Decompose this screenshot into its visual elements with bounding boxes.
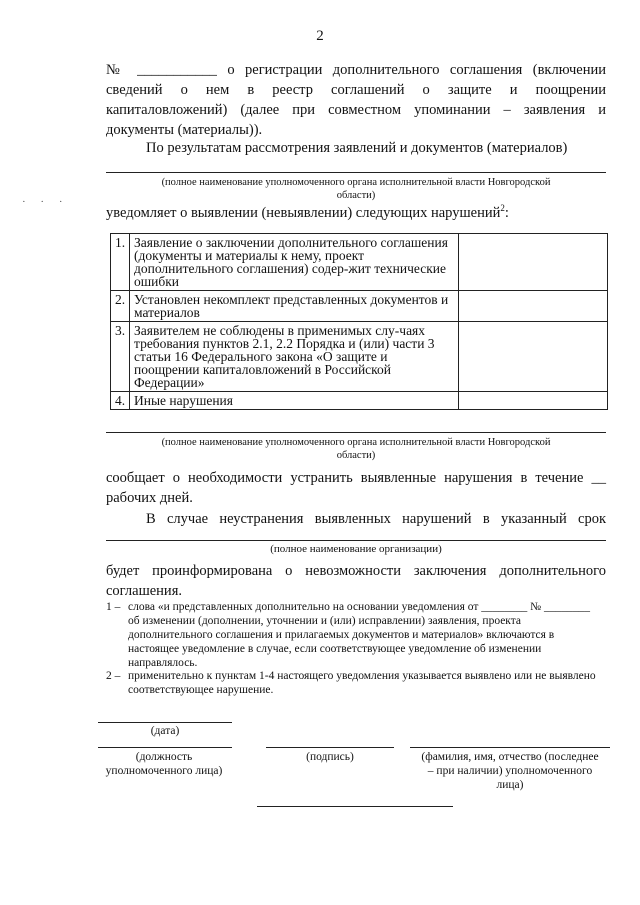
violation-status-cell (459, 234, 608, 291)
results-line: По результатам рассмотрения заявлений и документов (материалов) (146, 140, 568, 156)
informs-line-1: сообщает о необходимости устранить выявленные нарушения в течение __ (106, 470, 606, 486)
intro-line-4: документы (материалы)). (106, 122, 263, 138)
organization-caption: (полное наименование организации) (270, 543, 442, 555)
footnote-1-text: слова «и представленных дополнительно на основании уведомления от ________ № ________ об изменении (дополнении, уточнении и (или) исправлении) заявления, проекта дополнительного соглашения и прилагаемых документов и материалов» включаются в настоящее уведомление в случае, если соответствующее уведомление об изменении направлялось. (128, 601, 590, 669)
informs-paragraph (106, 468, 606, 508)
footnote-1-mark: 1 – (106, 601, 121, 613)
name-label: (фамилия, имя, отчество (последнее – при наличии) уполномоченного лица) (421, 751, 599, 791)
notifies-colon: : (504, 204, 509, 221)
will-be-informed-line-1: будет проинформирована о невозможности заключения дополнительного (106, 563, 606, 579)
signature-line (266, 747, 394, 748)
organization-blank-line (106, 540, 606, 541)
intro-line-2: сведений о нем в реестр соглашений о защите и поощрении (106, 82, 606, 98)
violation-number: 4. (111, 392, 130, 410)
footnote-2-mark: 2 – (106, 670, 121, 682)
notifies-footnote-ref: 2 (500, 203, 505, 213)
violation-text: Заявление о заключении дополнительного соглашения (документы и материалы к нему, проект дополнительного соглашения) содер-жит технические ошибки (130, 234, 459, 291)
table-row (111, 291, 608, 322)
footnote-2 (106, 669, 606, 699)
authority-blank-line-2 (106, 432, 606, 433)
violation-text: Заявителем не соблюдены в применимых слу-чаях требования пунктов 2.1, 2.2 Порядка и (или) части 3 статьи 16 Федерального закона «О защите и поощрении капиталовложений в Российской Федерации» (130, 322, 459, 392)
violation-text: Установлен некомплект представленных документов и материалов (130, 291, 459, 322)
margin-dots: · · · (22, 196, 69, 208)
informs-line-2: рабочих дней. (106, 490, 193, 506)
bottom-line (257, 806, 453, 807)
violation-number: 3. (111, 322, 130, 392)
noncompliance-paragraph (146, 509, 606, 529)
violation-status-cell (459, 392, 608, 410)
name-line (410, 747, 610, 748)
authority-blank-line-1 (106, 172, 606, 173)
authority-caption-1: (полное наименование уполномоченного органа исполнительной власти Новгородской области) (161, 177, 551, 201)
intro-line-3: капиталовложений) (далее при совместном упоминании – заявления и (106, 102, 606, 118)
footnote-2-text: применительно к пунктам 1-4 настоящего уведомления указывается выявлено или не выявлено соответствующее нарушение. (128, 670, 596, 696)
violation-text: Иные нарушения (130, 392, 459, 410)
signature-label: (подпись) (306, 751, 354, 763)
notifies-text: уведомляет о выявлении (невыявлении) следующих нарушений (106, 204, 501, 221)
violation-number: 1. (111, 234, 130, 291)
table-row (111, 234, 608, 291)
date-line (98, 722, 232, 723)
violation-status-cell (459, 291, 608, 322)
intro-line-1: № ___________ о регистрации дополнительного соглашения (включении (106, 62, 606, 78)
intro-paragraph (106, 60, 606, 140)
authority-caption-2: (полное наименование уполномоченного органа исполнительной власти Новгородской области) (161, 437, 551, 461)
position-label: (должность уполномоченного лица) (105, 751, 223, 777)
will-be-informed-line-2: соглашения. (106, 583, 182, 599)
page-number: 2 (316, 28, 324, 44)
violation-number: 2. (111, 291, 130, 322)
table-row (111, 392, 608, 410)
notifies-line (106, 203, 509, 222)
position-line (98, 747, 232, 748)
table-row (111, 322, 608, 392)
violation-status-cell (459, 322, 608, 392)
noncompliance-line: В случае неустранения выявленных нарушений в указанный срок (146, 511, 606, 527)
violations-table (110, 233, 608, 410)
will-be-informed-paragraph (106, 561, 606, 601)
footnote-1 (106, 600, 606, 669)
date-label: (дата) (150, 725, 180, 737)
